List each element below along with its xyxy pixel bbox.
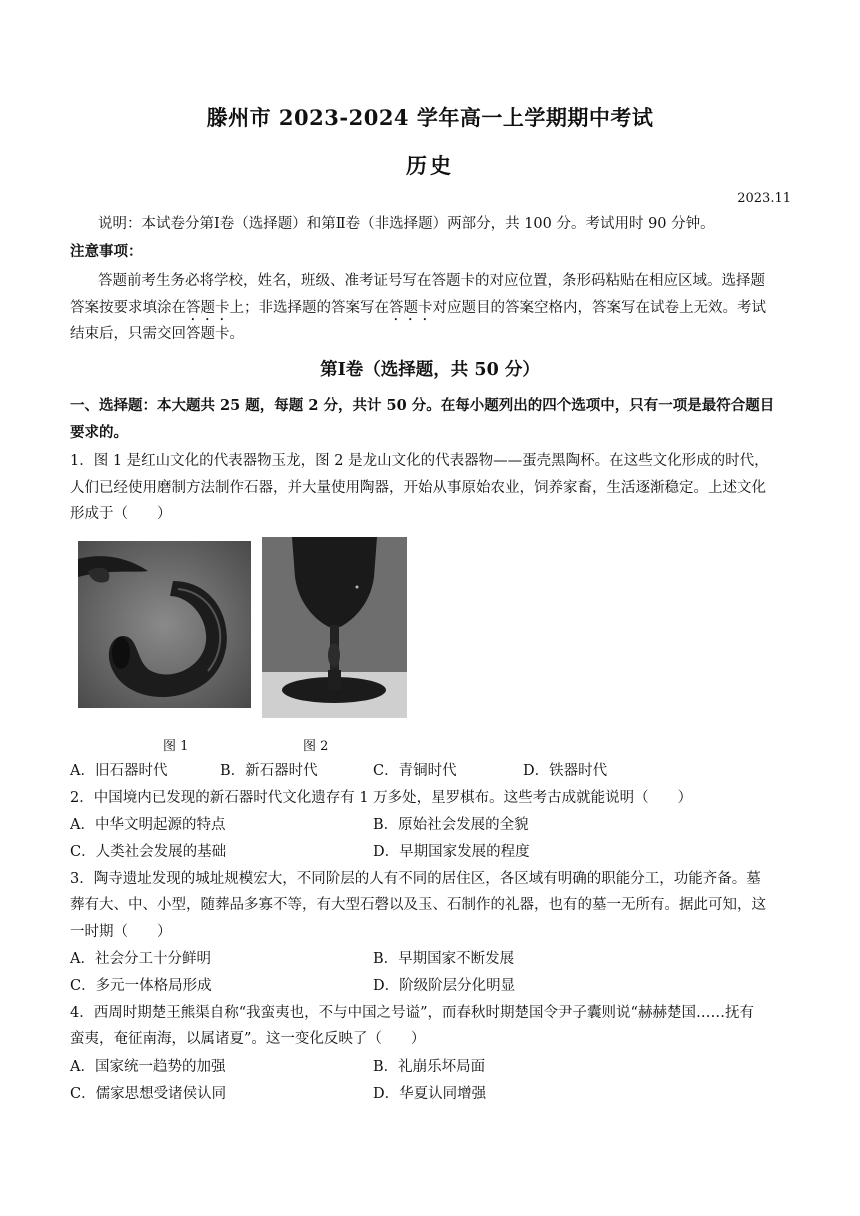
notice-line-2-part-a: 答案按要求填涂在 xyxy=(70,300,186,316)
question-2-option-a[interactable]: A．中华文明起源的特点 xyxy=(70,817,226,833)
question-3-option-d[interactable]: D．阶级阶层分化明显 xyxy=(373,978,516,994)
question-4-option-c[interactable]: C．儒家思想受诸侯认同 xyxy=(70,1086,227,1102)
exam-title: 滕州市 2023-2024 学年高一上学期期中考试 xyxy=(206,105,654,130)
notice-line-2-part-e: 对应题目的答案空格内，答案写在试卷上无效。考试 xyxy=(432,300,766,316)
question-4-stem-line-1: 4．西周时期楚王熊渠自称“我蛮夷也，不与中国之号谥”，而春秋时期楚国令尹子囊则说“赫赫楚国……抚有 xyxy=(70,1005,754,1021)
question-1-option-c[interactable]: C．青铜时代 xyxy=(373,763,457,779)
question-3-stem-line-2: 葬有大、中、小型，随葬品多寡不等，有大型石磬以及玉、石制作的礼器，也有的墓一无所有。据此可知，这 xyxy=(70,897,766,913)
question-3-stem-line-1: 3．陶寺遗址发现的城址规模宏大，不同阶层的人有不同的居住区，各区域有明确的职能分工，功能齐备。墓 xyxy=(70,871,761,887)
notice-line-3: 结束后，只需交回答题卡。 xyxy=(70,326,244,342)
exam-subject: 历史 xyxy=(406,153,454,178)
figure-1-jade-dragon-image xyxy=(78,541,251,708)
question-1-stem-line-2: 人们已经使用磨制方法制作石器，并大量使用陶器，开始从事原始农业，饲养家畜，生活逐渐稳定。上述文化 xyxy=(70,480,766,496)
question-1-option-b[interactable]: B．新石器时代 xyxy=(220,763,318,779)
question-2-stem-line-1: 2．中国境内已发现的新石器时代文化遗存有 1 万多处，星罗棋布。这些考古成就能说明（ ） xyxy=(70,790,693,806)
notice-line-2-answer-card-1: 答题卡 xyxy=(186,300,230,316)
question-4-stem-line-2: 蛮夷，奄征南海，以属诸夏”。这一变化反映了（ ） xyxy=(70,1031,426,1047)
question-3-option-b[interactable]: B．早期国家不断发展 xyxy=(373,951,515,967)
question-2-option-b[interactable]: B．原始社会发展的全貌 xyxy=(373,817,529,833)
section-intro-line-1: 一、选择题：本大题共 25 题，每题 2 分，共计 50 分。在每小题列出的四个选项中，只有一项是最符合题目 xyxy=(70,397,775,414)
section-intro-line-2: 要求的。 xyxy=(70,424,128,441)
question-2-option-c[interactable]: C．人类社会发展的基础 xyxy=(70,844,227,860)
question-2-option-d[interactable]: D．早期国家发展的程度 xyxy=(373,844,530,860)
figure-2-caption: 图 2 xyxy=(303,739,329,754)
question-1-stem-line-3: 形成于（ ） xyxy=(70,506,172,522)
exam-note: 说明：本试卷分第Ⅰ卷（选择题）和第Ⅱ卷（非选择题）两部分，共 100 分。考试用时 90 分钟。 xyxy=(98,216,715,232)
exam-date: 2023.11 xyxy=(737,191,791,206)
notice-line-2-part-c: 上；非选择题的答案写在 xyxy=(229,300,389,316)
question-1-option-a[interactable]: A．旧石器时代 xyxy=(70,763,168,779)
notice-heading: 注意事项： xyxy=(70,243,143,260)
question-4-option-d[interactable]: D．华夏认同增强 xyxy=(373,1086,487,1102)
notice-line-2 xyxy=(70,298,766,324)
notice-line-1: 答题前考生务必将学校，姓名，班级、准考证号写在答题卡的对应位置，条形码粘贴在相应区域。选择题 xyxy=(98,273,765,289)
question-3-option-c[interactable]: C．多元一体格局形成 xyxy=(70,978,212,994)
section-title: 第Ⅰ卷（选择题，共 50 分） xyxy=(320,360,540,380)
question-1-stem-line-1: 1．图 1 是红山文化的代表器物玉龙，图 2 是龙山文化的代表器物——蛋壳黑陶杯。在这些文化形成的时代， xyxy=(70,453,769,469)
question-4-option-b[interactable]: B．礼崩乐坏局面 xyxy=(373,1059,486,1075)
notice-line-2-answer-card-2: 答题卡 xyxy=(389,300,433,316)
question-3-option-a[interactable]: A．社会分工十分鲜明 xyxy=(70,951,211,967)
question-4-option-a[interactable]: A．国家统一趋势的加强 xyxy=(70,1059,226,1075)
figure-2-black-pottery-cup-image xyxy=(262,537,407,718)
figure-1-caption: 图 1 xyxy=(163,739,189,754)
question-3-stem-line-3: 一时期（ ） xyxy=(70,924,172,940)
question-1-option-d[interactable]: D．铁器时代 xyxy=(523,763,608,779)
